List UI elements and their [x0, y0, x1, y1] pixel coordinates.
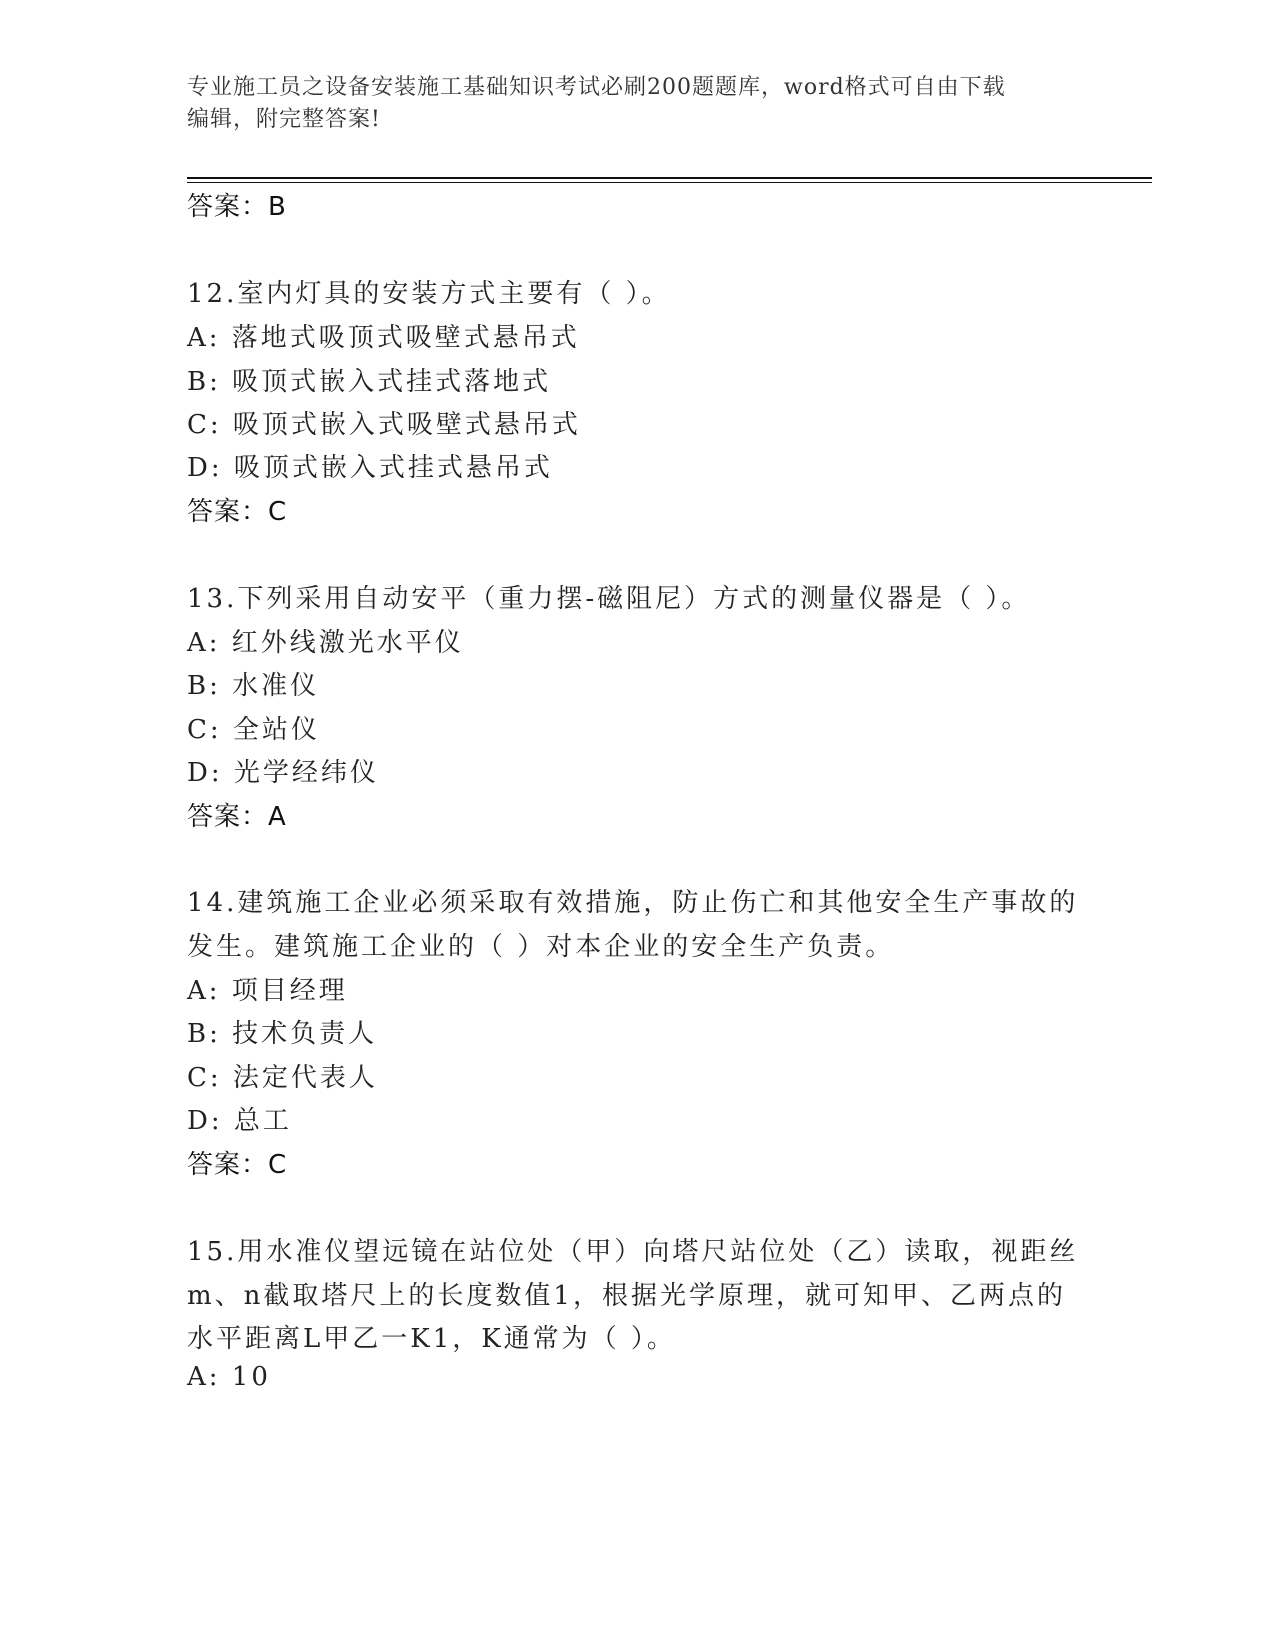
option-b: B: 技术负责人: [187, 1019, 378, 1049]
question-stem: 15.用水准仪望远镜在站位处（甲）向塔尺站位处（乙）读取，视距丝: [187, 1237, 1079, 1267]
answer-line: 答案：C: [187, 1150, 288, 1180]
option-d: D: 光学经纬仪: [187, 758, 379, 788]
option-a: A: 红外线激光水平仪: [187, 628, 464, 658]
option-d: D: 吸顶式嵌入式挂式悬吊式: [187, 453, 553, 483]
question-stem: 12.室内灯具的安装方式主要有（ ）。: [187, 279, 671, 309]
option-c: C: 吸顶式嵌入式吸壁式悬吊式: [187, 410, 581, 440]
question-stem: 水平距离L甲乙一K1，K通常为（ ）。: [187, 1324, 676, 1354]
header-divider: [187, 182, 1152, 183]
header-divider: [187, 177, 1152, 179]
question-stem: 13.下列采用自动安平（重力摆-磁阻尼）方式的测量仪器是（ ）。: [187, 584, 1031, 614]
answer-line: 答案：B: [187, 192, 287, 222]
option-d: D: 总工: [187, 1106, 292, 1136]
option-a: A: 落地式吸顶式吸壁式悬吊式: [187, 323, 580, 353]
question-stem: 14.建筑施工企业必须采取有效措施，防止伤亡和其他安全生产事故的: [187, 888, 1079, 918]
document-header: [187, 72, 1087, 136]
option-a: A: 项目经理: [187, 976, 348, 1006]
answer-line: 答案：A: [187, 802, 287, 832]
option-c: C: 法定代表人: [187, 1063, 378, 1093]
option-b: B: 水准仪: [187, 671, 320, 701]
option-a: A: 10: [187, 1362, 271, 1392]
option-c: C: 全站仪: [187, 715, 320, 745]
header-line: 专业施工员之设备安装施工基础知识考试必刷200题题库，word格式可自由下载: [187, 75, 1006, 100]
question-stem: m、n截取塔尺上的长度数值1，根据光学原理，就可知甲、乙两点的: [187, 1281, 1066, 1311]
option-b: B: 吸顶式嵌入式挂式落地式: [187, 367, 552, 397]
question-stem: 发生。建筑施工企业的（ ）对本企业的安全生产负责。: [187, 932, 895, 962]
answer-line: 答案：C: [187, 497, 288, 527]
header-line: 编辑，附完整答案!: [187, 107, 381, 132]
